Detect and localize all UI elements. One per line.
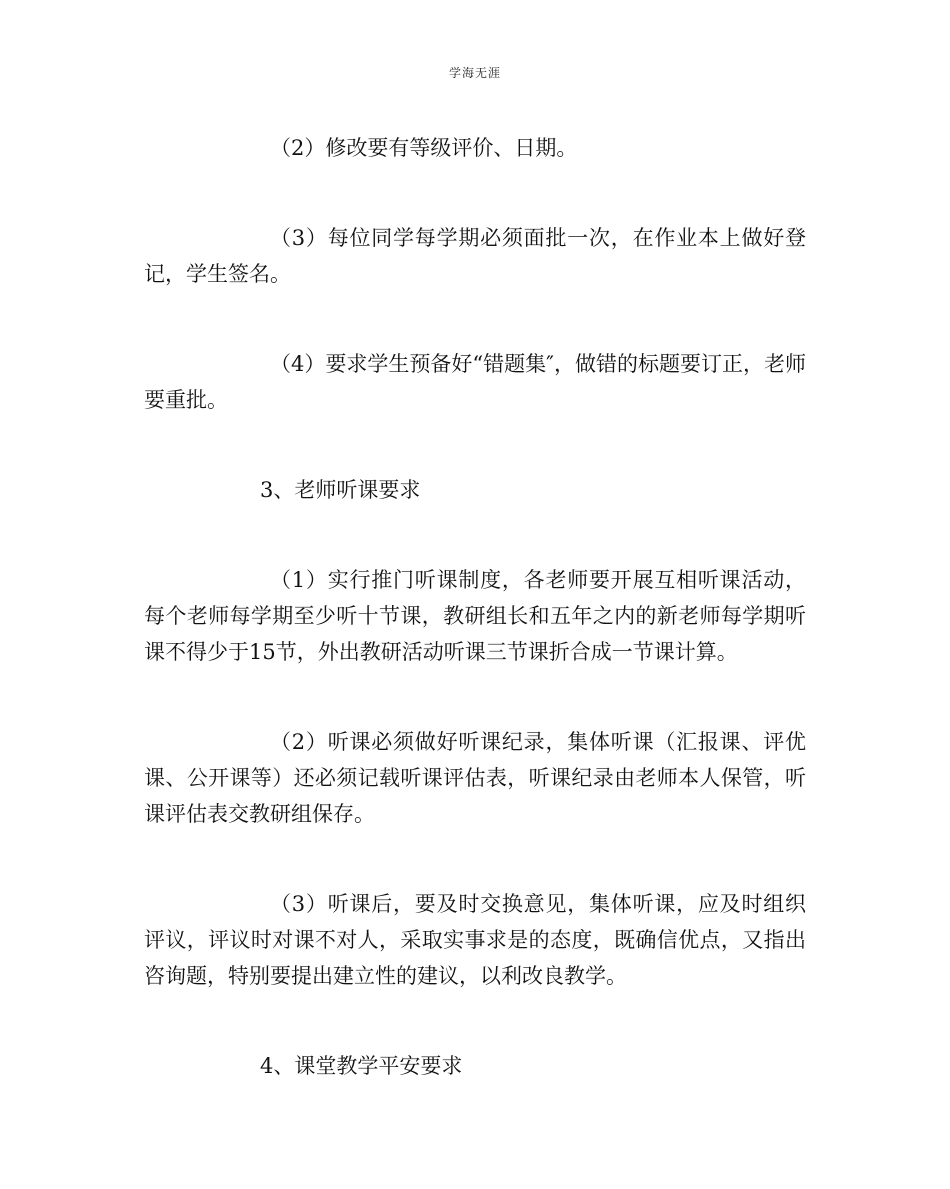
section-heading-4: 4、课堂教学平安要求 bbox=[260, 1054, 463, 1078]
paragraph-item-2-grading: （2）修改要有等级评价、日期。 bbox=[270, 136, 578, 160]
page-header: 学海无涯 bbox=[448, 66, 501, 80]
document-body bbox=[144, 130, 806, 1138]
paragraph-item-1-lesson-observation: （1）实行推门听课制度，各老师要开展互相听课活动，每个老师每学期至少听十节课，教研组长和五年之内的新老师每学期听课不得少于15节，外出教研活动听课三节课折合成一节课计算。 bbox=[144, 568, 806, 664]
paragraph-item-3-face-review: （3）每位同学每学期必须面批一次，在作业本上做好登记，学生签名。 bbox=[144, 226, 806, 286]
paragraph-item-3-feedback: （3）听课后，要及时交换意见，集体听课，应及时组织评议，评议时对课不对人，采取实事求是的态度，既确信优点，又指出咨询题，特别要提出建立性的建议，以利改良教学。 bbox=[144, 892, 806, 988]
paragraph-item-4-error-collection: （4）要求学生预备好“错题集″，做错的标题要订正，老师要重批。 bbox=[144, 352, 806, 412]
section-heading-3: 3、老师听课要求 bbox=[260, 478, 421, 502]
paragraph-item-2-observation-records: （2）听课必须做好听课纪录，集体听课（汇报课、评优课、公开课等）还必须记载听课评估表，听课纪录由老师本人保管，听课评估表交教研组保存。 bbox=[144, 730, 806, 826]
